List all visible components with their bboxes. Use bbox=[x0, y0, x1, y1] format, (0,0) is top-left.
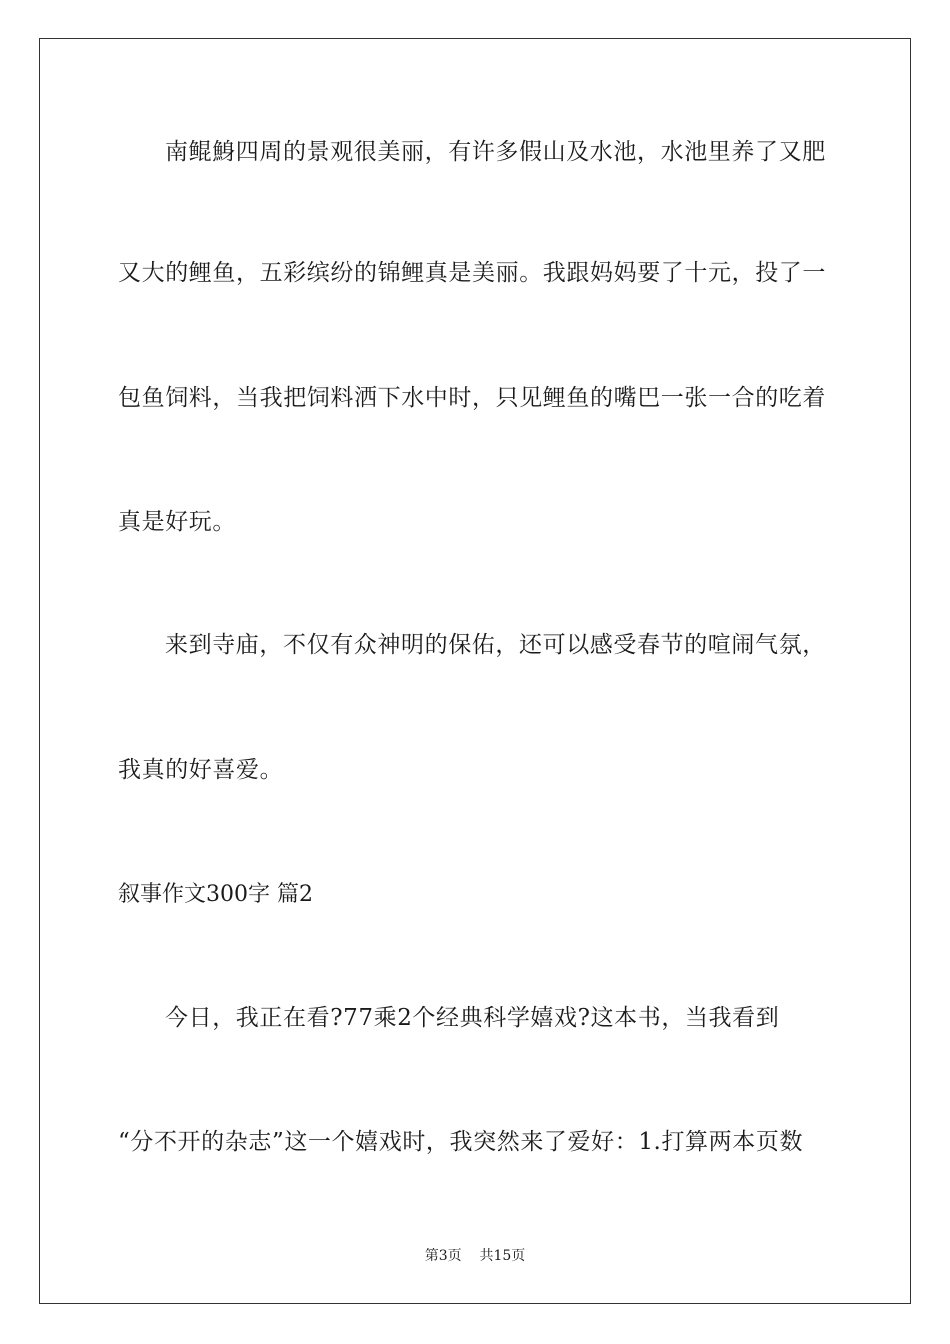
text-line: 来到寺庙，不仅有众神明的保佑，还可以感受春节的喧闹气氛， bbox=[165, 632, 826, 658]
text-line: 真是好玩。 bbox=[118, 509, 236, 535]
text-line: “分不开的杂志”这一个嬉戏时，我突然来了爱好：1.打算两本页数 bbox=[118, 1129, 804, 1155]
page-number-footer: 第3页 共15页 bbox=[424, 1248, 526, 1264]
text-line: 今日，我正在看?77乘2个经典科学嬉戏?这本书，当我看到 bbox=[165, 1005, 780, 1031]
text-line: 又大的鲤鱼，五彩缤纷的锦鲤真是美丽。我跟妈妈要了十元，投了一 bbox=[118, 260, 826, 286]
text-line: 南鲲鯓四周的景观很美丽，有许多假山及水池，水池里养了又肥 bbox=[165, 139, 826, 165]
text-line: 包鱼饲料，当我把饲料洒下水中时，只见鲤鱼的嘴巴一张一合的吃着 bbox=[118, 385, 826, 411]
text-line: 我真的好喜爱。 bbox=[118, 757, 284, 783]
page-border bbox=[39, 38, 911, 1304]
section-heading: 叙事作文300字 篇2 bbox=[118, 882, 313, 907]
